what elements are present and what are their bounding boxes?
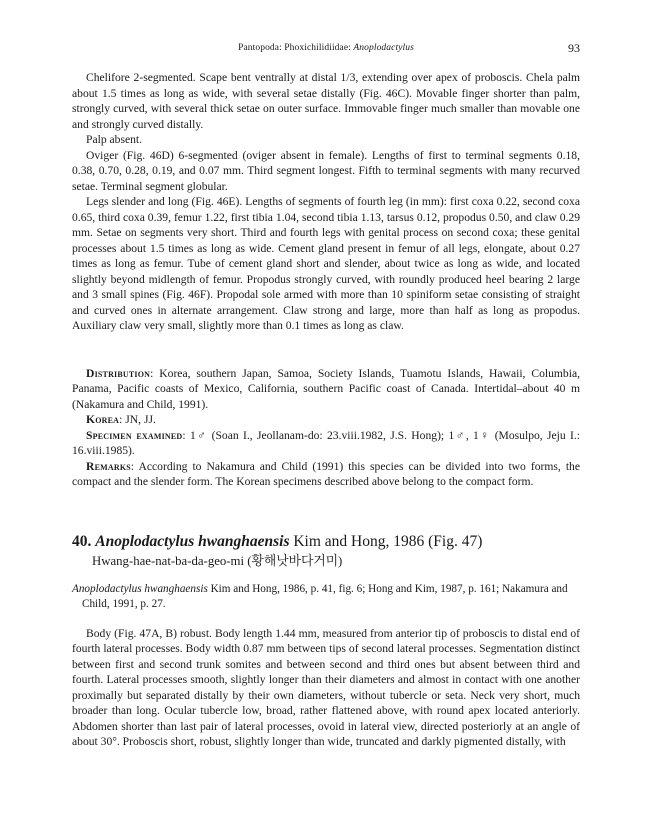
distribution-paragraph	[72, 366, 580, 413]
spacer	[72, 570, 580, 582]
synonymy-name: Anoplodactylus hwanghaensis	[72, 582, 208, 595]
remarks-paragraph	[72, 459, 580, 490]
main-text	[72, 70, 580, 750]
spacer	[72, 490, 580, 532]
korean-name: Hwang-hae-nat-ba-da-geo-mi (황해낫바다거미)	[92, 553, 343, 568]
chelifore-paragraph: Chelifore 2-segmented. Scape bent ventrally at distal 1/3, extending over apex of proboscis. Chela palm about 1.5 times as long as wide, with several setae distally (Fig. 46C). Movable finger shorter than palm, strongly curved, with several thick setae on outer surface. Immovable finger much smaller than movable one and strongly curved distally.	[72, 71, 580, 131]
species-heading	[72, 532, 580, 552]
running-head-prefix: Pantopoda: Phoxichilidiidae:	[238, 43, 354, 53]
oviger-paragraph: Oviger (Fig. 46D) 6-segmented (oviger absent in female). Lengths of first to terminal segments 0.18, 0.38, 0.70, 0.28, 0.19, and 0.07 mm. Third segment longest. Fifth to terminal segments with many recurved setae. Terminal segment globular.	[72, 148, 580, 193]
legs-paragraph: Legs slender and long (Fig. 46E). Lengths of segments of fourth leg (in mm): first coxa 0.22, second coxa 0.65, third coxa 0.39, femur 1.22, first tibia 1.04, second tibia 1.13, tarsus 0.12, propodus 0.50, and claw 0.29 mm. Setae on segments very short. Third and fourth legs with genital process on second coxa; these genital processes about 1.5 times as long as wide. Cement gland present in femur of all legs, elongate, about 0.27 times as long as femur. Tube of cement gland short and slender, about twice as long as wide, and located slightly beyond midlength of femur. Propodus strongly curved, with roundly produced heel bearing 2 large and 3 small spines (Fig. 46F). Propodal sole armed with more than 10 spiniform setae consisting of straight and curved ones in alternate arrangement. Claw strong and large, more than half as long as propodus. Auxiliary claw very small, slightly more than 0.1 times as long as claw.	[72, 195, 580, 332]
synonymy	[72, 582, 580, 612]
korea-text: : JN, JJ.	[119, 413, 156, 426]
running-head	[72, 43, 580, 53]
running-head-genus: Anoplodactylus	[353, 43, 414, 53]
page-number: 93	[568, 41, 580, 55]
specimen-examined-label: Specimen examined	[86, 428, 183, 442]
species-number: 40.	[72, 532, 92, 550]
spacer	[72, 334, 580, 366]
remarks-label: Remarks	[86, 459, 131, 473]
body-paragraph: Body (Fig. 47A, B) robust. Body length 1.44 mm, measured from anterior tip of proboscis to distal end of fourth lateral processes. Body width 0.87 mm between tips of second lateral processes. Segmentation distinct between first and second trunk somites and between second and third ones but absent between third and fourth. Lateral processes smooth, slightly longer than their diameters and almost in contact with one another proximally but separated distally by their own diameters, without tubercle or seta. Neck very short, much broader than long. Ocular tubercle low, broad, rather flattened above, with round apex located anteriorly. Abdomen shorter than last pair of lateral processes, ovoid in lateral view, directed posteriorly at an angle of about 30°. Proboscis short, robust, slightly longer than wide, truncated and darkly pigmented distally, with	[72, 626, 580, 748]
korea-paragraph	[72, 412, 580, 428]
species-authority: Kim and Hong, 1986 (Fig. 47)	[289, 532, 483, 550]
species-name: Anoplodactylus hwanghaensis	[95, 532, 290, 550]
distribution-text: : Korea, southern Japan, Samoa, Society Islands, Tuamotu Islands, Hawaii, Columbia, Panama, Pacific coasts of Mexico, California, southern Pacific coast of Canada. Intertidal–about 40 m (Nakamura and Child, 1991).	[72, 366, 580, 411]
korea-label: Korea	[86, 413, 120, 426]
palp-paragraph: Palp absent.	[86, 133, 143, 146]
remarks-text: : According to Nakamura and Child (1991) this species can be divided into two forms, the compact and the slender form. The Korean specimens described above belong to the compact form.	[72, 459, 580, 488]
specimen-examined-paragraph	[72, 428, 580, 459]
synonymy-text: Kim and Hong, 1986, p. 41, fig. 6; Hong and Kim, 1987, p. 161; Nakamura and Child, 1991, p. 27.	[82, 582, 568, 610]
distribution-label: Distribution	[86, 366, 151, 380]
specimen-examined-text: : 1♂ (Soan I., Jeollanam-do: 23.viii.1982, J.S. Hong); 1♂, 1♀ (Mosulpo, Jeju I.: 16.viii.1985).	[72, 428, 580, 457]
spacer	[72, 612, 580, 626]
